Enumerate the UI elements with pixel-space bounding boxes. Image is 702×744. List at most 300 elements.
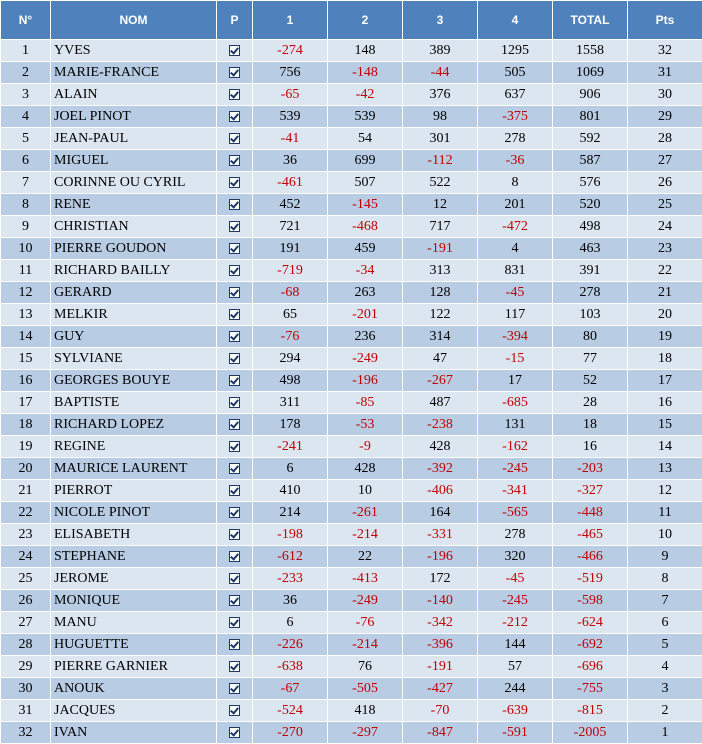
pts-cell: 17 (628, 370, 702, 392)
name-cell: PIERRE GARNIER (51, 656, 217, 678)
rank-cell: 8 (1, 194, 51, 216)
total-cell: 28 (553, 392, 628, 414)
total-cell: -2005 (553, 722, 628, 744)
round-4-cell: -45 (478, 282, 553, 304)
round-3-cell: 428 (403, 436, 478, 458)
pts-cell: 21 (628, 282, 702, 304)
round-3-cell: 98 (403, 106, 478, 128)
present-cell (217, 722, 253, 744)
round-3-cell: -847 (403, 722, 478, 744)
checkbox-checked-icon[interactable] (229, 89, 240, 100)
header-pts[interactable]: Pts (628, 1, 702, 40)
round-2-cell: 148 (328, 40, 403, 62)
total-cell: 391 (553, 260, 628, 282)
pts-cell: 1 (628, 722, 702, 744)
pts-cell: 31 (628, 62, 702, 84)
round-4-cell: -36 (478, 150, 553, 172)
round-1-cell: 452 (253, 194, 328, 216)
name-cell: MARIE-FRANCE (51, 62, 217, 84)
table-row (1, 370, 702, 392)
round-3-cell: -392 (403, 458, 478, 480)
round-4-cell: -685 (478, 392, 553, 414)
rank-cell: 24 (1, 546, 51, 568)
round-4-cell: -394 (478, 326, 553, 348)
rank-cell: 25 (1, 568, 51, 590)
total-cell: 18 (553, 414, 628, 436)
total-cell: -203 (553, 458, 628, 480)
checkbox-checked-icon[interactable] (229, 353, 240, 364)
table-row (1, 128, 702, 150)
present-cell (217, 304, 253, 326)
round-4-cell: -212 (478, 612, 553, 634)
round-4-cell: 244 (478, 678, 553, 700)
round-3-cell: 47 (403, 348, 478, 370)
round-1-cell: -76 (253, 326, 328, 348)
name-cell: RICHARD LOPEZ (51, 414, 217, 436)
round-1-cell: 36 (253, 590, 328, 612)
pts-cell: 24 (628, 216, 702, 238)
table-row (1, 568, 702, 590)
header-total[interactable]: TOTAL (553, 1, 628, 40)
present-cell (217, 700, 253, 722)
round-1-cell: 214 (253, 502, 328, 524)
round-1-cell: 311 (253, 392, 328, 414)
name-cell: MAURICE LAURENT (51, 458, 217, 480)
checkbox-checked-icon[interactable] (229, 617, 240, 628)
table-row (1, 348, 702, 370)
checkbox-checked-icon[interactable] (229, 463, 240, 474)
present-cell (217, 216, 253, 238)
pts-cell: 12 (628, 480, 702, 502)
round-2-cell: 22 (328, 546, 403, 568)
checkbox-checked-icon[interactable] (229, 67, 240, 78)
round-3-cell: -191 (403, 656, 478, 678)
checkbox-checked-icon[interactable] (229, 199, 240, 210)
present-cell (217, 150, 253, 172)
table-row (1, 238, 702, 260)
round-3-cell: 717 (403, 216, 478, 238)
rank-cell: 4 (1, 106, 51, 128)
round-4-cell: 4 (478, 238, 553, 260)
checkbox-checked-icon[interactable] (229, 419, 240, 430)
table-row (1, 84, 702, 106)
total-cell: -692 (553, 634, 628, 656)
total-cell: -624 (553, 612, 628, 634)
round-3-cell: 172 (403, 568, 478, 590)
round-2-cell: -148 (328, 62, 403, 84)
round-1-cell: -241 (253, 436, 328, 458)
round-3-cell: -406 (403, 480, 478, 502)
round-1-cell: -67 (253, 678, 328, 700)
total-cell: -755 (553, 678, 628, 700)
rank-cell: 10 (1, 238, 51, 260)
present-cell (217, 392, 253, 414)
total-cell: -448 (553, 502, 628, 524)
present-cell (217, 634, 253, 656)
table-row (1, 194, 702, 216)
name-cell: JEAN-PAUL (51, 128, 217, 150)
table-row (1, 392, 702, 414)
pts-cell: 29 (628, 106, 702, 128)
name-cell: STEPHANE (51, 546, 217, 568)
name-cell: CORINNE OU CYRIL (51, 172, 217, 194)
round-1-cell: -524 (253, 700, 328, 722)
round-1-cell: -270 (253, 722, 328, 744)
name-cell: BAPTISTE (51, 392, 217, 414)
rank-cell: 3 (1, 84, 51, 106)
pts-cell: 7 (628, 590, 702, 612)
pts-cell: 13 (628, 458, 702, 480)
round-2-cell: -413 (328, 568, 403, 590)
round-4-cell: 637 (478, 84, 553, 106)
pts-cell: 8 (628, 568, 702, 590)
pts-cell: 16 (628, 392, 702, 414)
checkbox-checked-icon[interactable] (229, 221, 240, 232)
total-cell: 498 (553, 216, 628, 238)
checkbox-checked-icon[interactable] (229, 331, 240, 342)
checkbox-checked-icon[interactable] (229, 309, 240, 320)
checkbox-checked-icon[interactable] (229, 243, 240, 254)
present-cell (217, 678, 253, 700)
rank-cell: 29 (1, 656, 51, 678)
total-cell: -465 (553, 524, 628, 546)
checkbox-checked-icon[interactable] (229, 529, 240, 540)
round-4-cell: 831 (478, 260, 553, 282)
round-4-cell: 278 (478, 524, 553, 546)
checkbox-checked-icon[interactable] (229, 45, 240, 56)
round-1-cell: -233 (253, 568, 328, 590)
name-cell: NICOLE PINOT (51, 502, 217, 524)
header-rank[interactable]: N° (1, 1, 51, 40)
table-row (1, 722, 702, 744)
pts-cell: 3 (628, 678, 702, 700)
round-1-cell: -226 (253, 634, 328, 656)
name-cell: GEORGES BOUYE (51, 370, 217, 392)
name-cell: PIERRE GOUDON (51, 238, 217, 260)
name-cell: ALAIN (51, 84, 217, 106)
checkbox-checked-icon[interactable] (229, 683, 240, 694)
present-cell (217, 612, 253, 634)
pts-cell: 11 (628, 502, 702, 524)
round-4-cell: 8 (478, 172, 553, 194)
rank-cell: 26 (1, 590, 51, 612)
table-row (1, 150, 702, 172)
round-1-cell: -65 (253, 84, 328, 106)
present-cell (217, 62, 253, 84)
table-row (1, 414, 702, 436)
round-4-cell: 278 (478, 128, 553, 150)
checkbox-checked-icon[interactable] (229, 397, 240, 408)
round-2-cell: -42 (328, 84, 403, 106)
round-1-cell: -198 (253, 524, 328, 546)
table-row (1, 480, 702, 502)
present-cell (217, 282, 253, 304)
present-cell (217, 106, 253, 128)
checkbox-checked-icon[interactable] (229, 639, 240, 650)
checkbox-checked-icon[interactable] (229, 573, 240, 584)
name-cell: REGINE (51, 436, 217, 458)
rank-cell: 6 (1, 150, 51, 172)
round-2-cell: -505 (328, 678, 403, 700)
pts-cell: 23 (628, 238, 702, 260)
checkbox-checked-icon[interactable] (229, 155, 240, 166)
present-cell (217, 84, 253, 106)
round-2-cell: -249 (328, 348, 403, 370)
checkbox-checked-icon[interactable] (229, 287, 240, 298)
present-cell (217, 502, 253, 524)
total-cell: 463 (553, 238, 628, 260)
pts-cell: 5 (628, 634, 702, 656)
header-name[interactable]: NOM (51, 1, 217, 40)
round-2-cell: -145 (328, 194, 403, 216)
name-cell: HUGUETTE (51, 634, 217, 656)
round-2-cell: -53 (328, 414, 403, 436)
round-4-cell: -565 (478, 502, 553, 524)
round-4-cell: 117 (478, 304, 553, 326)
rank-cell: 15 (1, 348, 51, 370)
total-cell: 77 (553, 348, 628, 370)
present-cell (217, 590, 253, 612)
round-4-cell: 320 (478, 546, 553, 568)
total-cell: 52 (553, 370, 628, 392)
total-cell: -598 (553, 590, 628, 612)
present-cell (217, 238, 253, 260)
total-cell: -327 (553, 480, 628, 502)
table-row (1, 634, 702, 656)
name-cell: MONIQUE (51, 590, 217, 612)
checkbox-checked-icon[interactable] (229, 705, 240, 716)
present-cell (217, 172, 253, 194)
round-2-cell: -214 (328, 634, 403, 656)
round-2-cell: 236 (328, 326, 403, 348)
total-cell: -466 (553, 546, 628, 568)
present-cell (217, 348, 253, 370)
pts-cell: 26 (628, 172, 702, 194)
round-2-cell: -196 (328, 370, 403, 392)
table-row (1, 282, 702, 304)
total-cell: -519 (553, 568, 628, 590)
rank-cell: 17 (1, 392, 51, 414)
name-cell: GUY (51, 326, 217, 348)
rank-cell: 21 (1, 480, 51, 502)
name-cell: ELISABETH (51, 524, 217, 546)
round-2-cell: 539 (328, 106, 403, 128)
total-cell: 520 (553, 194, 628, 216)
round-4-cell: -639 (478, 700, 553, 722)
round-2-cell: -297 (328, 722, 403, 744)
round-1-cell: -41 (253, 128, 328, 150)
round-1-cell: 294 (253, 348, 328, 370)
checkbox-checked-icon[interactable] (229, 111, 240, 122)
round-4-cell: -45 (478, 568, 553, 590)
round-1-cell: 756 (253, 62, 328, 84)
rank-cell: 22 (1, 502, 51, 524)
name-cell: SYLVIANE (51, 348, 217, 370)
round-4-cell: 505 (478, 62, 553, 84)
round-2-cell: -214 (328, 524, 403, 546)
name-cell: ANOUK (51, 678, 217, 700)
table-row (1, 546, 702, 568)
pts-cell: 20 (628, 304, 702, 326)
round-1-cell: 191 (253, 238, 328, 260)
round-3-cell: 389 (403, 40, 478, 62)
checkbox-checked-icon[interactable] (229, 507, 240, 518)
pts-cell: 22 (628, 260, 702, 282)
present-cell (217, 370, 253, 392)
round-3-cell: 314 (403, 326, 478, 348)
table-row (1, 700, 702, 722)
pts-cell: 27 (628, 150, 702, 172)
round-3-cell: -140 (403, 590, 478, 612)
table-row (1, 304, 702, 326)
total-cell: 587 (553, 150, 628, 172)
round-1-cell: 6 (253, 612, 328, 634)
pts-cell: 30 (628, 84, 702, 106)
pts-cell: 18 (628, 348, 702, 370)
checkbox-checked-icon[interactable] (229, 661, 240, 672)
name-cell: CHRISTIAN (51, 216, 217, 238)
header-row (1, 1, 702, 40)
round-3-cell: 128 (403, 282, 478, 304)
pts-cell: 28 (628, 128, 702, 150)
rank-cell: 31 (1, 700, 51, 722)
present-cell (217, 546, 253, 568)
table-row (1, 524, 702, 546)
round-1-cell: 410 (253, 480, 328, 502)
round-2-cell: 54 (328, 128, 403, 150)
round-1-cell: 539 (253, 106, 328, 128)
round-4-cell: -162 (478, 436, 553, 458)
rank-cell: 13 (1, 304, 51, 326)
present-cell (217, 194, 253, 216)
table-row (1, 502, 702, 524)
rank-cell: 9 (1, 216, 51, 238)
checkbox-checked-icon[interactable] (229, 133, 240, 144)
round-3-cell: 12 (403, 194, 478, 216)
total-cell: 801 (553, 106, 628, 128)
table-row (1, 458, 702, 480)
total-cell: 906 (553, 84, 628, 106)
present-cell (217, 524, 253, 546)
round-3-cell: -70 (403, 700, 478, 722)
round-2-cell: 428 (328, 458, 403, 480)
round-2-cell: -468 (328, 216, 403, 238)
header-round-3[interactable]: 3 (403, 1, 478, 40)
checkbox-checked-icon[interactable] (229, 727, 240, 738)
round-1-cell: -274 (253, 40, 328, 62)
round-4-cell: 1295 (478, 40, 553, 62)
rank-cell: 11 (1, 260, 51, 282)
round-1-cell: 36 (253, 150, 328, 172)
checkbox-checked-icon[interactable] (229, 177, 240, 188)
present-cell (217, 414, 253, 436)
header-round-2[interactable]: 2 (328, 1, 403, 40)
checkbox-checked-icon[interactable] (229, 595, 240, 606)
pts-cell: 32 (628, 40, 702, 62)
name-cell: YVES (51, 40, 217, 62)
present-cell (217, 260, 253, 282)
checkbox-checked-icon[interactable] (229, 441, 240, 452)
round-1-cell: -68 (253, 282, 328, 304)
round-3-cell: 522 (403, 172, 478, 194)
total-cell: 1558 (553, 40, 628, 62)
name-cell: MELKIR (51, 304, 217, 326)
rank-cell: 19 (1, 436, 51, 458)
table-row (1, 106, 702, 128)
table-row (1, 436, 702, 458)
total-cell: 80 (553, 326, 628, 348)
table-row (1, 326, 702, 348)
name-cell: JEROME (51, 568, 217, 590)
name-cell: MIGUEL (51, 150, 217, 172)
round-4-cell: -341 (478, 480, 553, 502)
rank-cell: 23 (1, 524, 51, 546)
checkbox-checked-icon[interactable] (229, 375, 240, 386)
round-4-cell: 17 (478, 370, 553, 392)
table-row (1, 656, 702, 678)
name-cell: GERARD (51, 282, 217, 304)
present-cell (217, 436, 253, 458)
pts-cell: 15 (628, 414, 702, 436)
present-cell (217, 480, 253, 502)
total-cell: 103 (553, 304, 628, 326)
pts-cell: 25 (628, 194, 702, 216)
round-4-cell: 144 (478, 634, 553, 656)
round-2-cell: -34 (328, 260, 403, 282)
round-2-cell: 418 (328, 700, 403, 722)
present-cell (217, 458, 253, 480)
total-cell: -696 (553, 656, 628, 678)
round-3-cell: 301 (403, 128, 478, 150)
table-row (1, 260, 702, 282)
round-3-cell: 487 (403, 392, 478, 414)
header-round-1[interactable]: 1 (253, 1, 328, 40)
rank-cell: 16 (1, 370, 51, 392)
pts-cell: 4 (628, 656, 702, 678)
round-1-cell: 498 (253, 370, 328, 392)
round-1-cell: 65 (253, 304, 328, 326)
present-cell (217, 656, 253, 678)
round-3-cell: 164 (403, 502, 478, 524)
round-4-cell: -245 (478, 458, 553, 480)
header-round-4[interactable]: 4 (478, 1, 553, 40)
round-3-cell: -238 (403, 414, 478, 436)
table-row (1, 40, 702, 62)
round-2-cell: 507 (328, 172, 403, 194)
name-cell: JOEL PINOT (51, 106, 217, 128)
round-4-cell: -15 (478, 348, 553, 370)
round-4-cell: -472 (478, 216, 553, 238)
rank-cell: 7 (1, 172, 51, 194)
checkbox-checked-icon[interactable] (229, 485, 240, 496)
checkbox-checked-icon[interactable] (229, 551, 240, 562)
table-row (1, 678, 702, 700)
rank-cell: 28 (1, 634, 51, 656)
header-p[interactable]: P (217, 1, 253, 40)
name-cell: MANU (51, 612, 217, 634)
total-cell: 592 (553, 128, 628, 150)
round-1-cell: 721 (253, 216, 328, 238)
checkbox-checked-icon[interactable] (229, 265, 240, 276)
round-2-cell: 10 (328, 480, 403, 502)
rank-cell: 5 (1, 128, 51, 150)
table-row (1, 62, 702, 84)
round-2-cell: 459 (328, 238, 403, 260)
round-2-cell: -76 (328, 612, 403, 634)
present-cell (217, 40, 253, 62)
total-cell: 16 (553, 436, 628, 458)
table-row (1, 172, 702, 194)
